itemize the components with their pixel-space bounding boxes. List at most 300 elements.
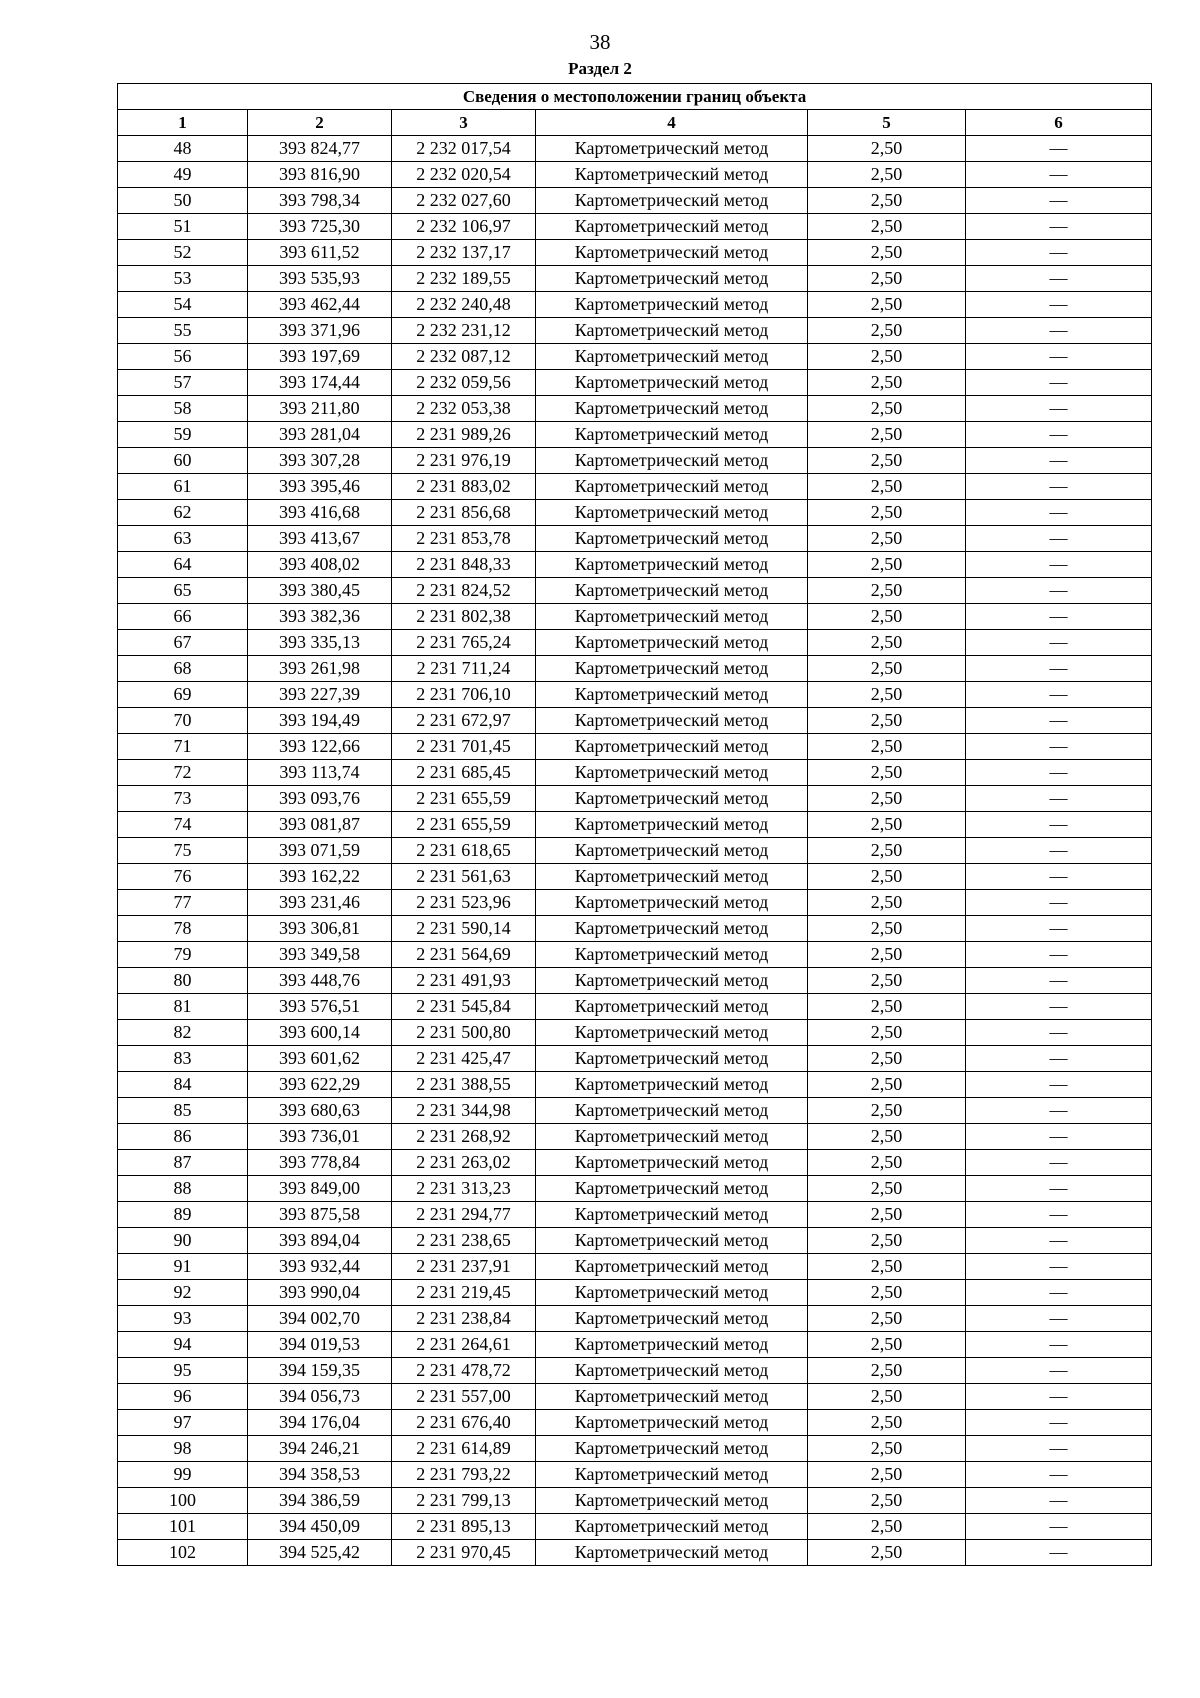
description-cell: —: [966, 1436, 1152, 1462]
y-coordinate-cell: 2 232 027,60: [392, 188, 536, 214]
description-cell: —: [966, 136, 1152, 162]
description-cell: —: [966, 1462, 1152, 1488]
accuracy-cell: 2,50: [808, 890, 966, 916]
point-number-cell: 92: [118, 1280, 248, 1306]
description-cell: —: [966, 188, 1152, 214]
point-number-cell: 63: [118, 526, 248, 552]
description-cell: —: [966, 630, 1152, 656]
y-coordinate-cell: 2 232 017,54: [392, 136, 536, 162]
point-number-cell: 86: [118, 1124, 248, 1150]
point-number-cell: 76: [118, 864, 248, 890]
method-cell: Картометрический метод: [536, 292, 808, 318]
y-coordinate-cell: 2 231 701,45: [392, 734, 536, 760]
accuracy-cell: 2,50: [808, 1202, 966, 1228]
point-number-cell: 85: [118, 1098, 248, 1124]
x-coordinate-cell: 393 081,87: [248, 812, 392, 838]
point-number-cell: 56: [118, 344, 248, 370]
x-coordinate-cell: 393 600,14: [248, 1020, 392, 1046]
point-number-cell: 101: [118, 1514, 248, 1540]
y-coordinate-cell: 2 231 263,02: [392, 1150, 536, 1176]
point-number-cell: 59: [118, 422, 248, 448]
description-cell: —: [966, 1306, 1152, 1332]
description-cell: —: [966, 968, 1152, 994]
accuracy-cell: 2,50: [808, 578, 966, 604]
x-coordinate-cell: 394 525,42: [248, 1540, 392, 1566]
table-row: [118, 812, 1152, 838]
method-cell: Картометрический метод: [536, 1410, 808, 1436]
table-row: [118, 136, 1152, 162]
y-coordinate-cell: 2 232 231,12: [392, 318, 536, 344]
y-coordinate-cell: 2 231 614,89: [392, 1436, 536, 1462]
y-coordinate-cell: 2 231 711,24: [392, 656, 536, 682]
table-row: [118, 448, 1152, 474]
y-coordinate-cell: 2 231 706,10: [392, 682, 536, 708]
x-coordinate-cell: 393 725,30: [248, 214, 392, 240]
method-cell: Картометрический метод: [536, 1098, 808, 1124]
point-number-cell: 82: [118, 1020, 248, 1046]
x-coordinate-cell: 393 071,59: [248, 838, 392, 864]
description-cell: —: [966, 1020, 1152, 1046]
point-number-cell: 58: [118, 396, 248, 422]
table-row: [118, 630, 1152, 656]
accuracy-cell: 2,50: [808, 1514, 966, 1540]
x-coordinate-cell: 394 176,04: [248, 1410, 392, 1436]
method-cell: Картометрический метод: [536, 1072, 808, 1098]
column-number: 3: [392, 110, 536, 136]
method-cell: Картометрический метод: [536, 1020, 808, 1046]
x-coordinate-cell: 394 246,21: [248, 1436, 392, 1462]
accuracy-cell: 2,50: [808, 1358, 966, 1384]
point-number-cell: 84: [118, 1072, 248, 1098]
y-coordinate-cell: 2 231 219,45: [392, 1280, 536, 1306]
x-coordinate-cell: 393 211,80: [248, 396, 392, 422]
x-coordinate-cell: 393 093,76: [248, 786, 392, 812]
accuracy-cell: 2,50: [808, 318, 966, 344]
x-coordinate-cell: 394 450,09: [248, 1514, 392, 1540]
description-cell: —: [966, 708, 1152, 734]
description-cell: —: [966, 292, 1152, 318]
y-coordinate-cell: 2 231 848,33: [392, 552, 536, 578]
point-number-cell: 93: [118, 1306, 248, 1332]
method-cell: Картометрический метод: [536, 240, 808, 266]
method-cell: Картометрический метод: [536, 708, 808, 734]
description-cell: —: [966, 942, 1152, 968]
accuracy-cell: 2,50: [808, 786, 966, 812]
accuracy-cell: 2,50: [808, 1046, 966, 1072]
accuracy-cell: 2,50: [808, 1072, 966, 1098]
y-coordinate-cell: 2 231 238,65: [392, 1228, 536, 1254]
method-cell: Картометрический метод: [536, 1306, 808, 1332]
point-number-cell: 89: [118, 1202, 248, 1228]
boundary-coordinates-table: [117, 83, 1152, 1566]
table-row: [118, 500, 1152, 526]
table-row: [118, 1410, 1152, 1436]
method-cell: Картометрический метод: [536, 1280, 808, 1306]
y-coordinate-cell: 2 231 388,55: [392, 1072, 536, 1098]
y-coordinate-cell: 2 231 895,13: [392, 1514, 536, 1540]
description-cell: —: [966, 1228, 1152, 1254]
point-number-cell: 81: [118, 994, 248, 1020]
y-coordinate-cell: 2 231 238,84: [392, 1306, 536, 1332]
table-row: [118, 292, 1152, 318]
x-coordinate-cell: 394 358,53: [248, 1462, 392, 1488]
table-body: [118, 136, 1152, 1566]
method-cell: Картометрический метод: [536, 1332, 808, 1358]
y-coordinate-cell: 2 231 970,45: [392, 1540, 536, 1566]
point-number-cell: 64: [118, 552, 248, 578]
point-number-cell: 99: [118, 1462, 248, 1488]
description-cell: —: [966, 240, 1152, 266]
point-number-cell: 100: [118, 1488, 248, 1514]
table-row: [118, 682, 1152, 708]
table-row: [118, 1228, 1152, 1254]
table-row: [118, 1280, 1152, 1306]
method-cell: Картометрический метод: [536, 760, 808, 786]
description-cell: —: [966, 1150, 1152, 1176]
table-row: [118, 1020, 1152, 1046]
y-coordinate-cell: 2 231 425,47: [392, 1046, 536, 1072]
point-number-cell: 87: [118, 1150, 248, 1176]
y-coordinate-cell: 2 231 989,26: [392, 422, 536, 448]
accuracy-cell: 2,50: [808, 1020, 966, 1046]
y-coordinate-cell: 2 231 883,02: [392, 474, 536, 500]
table-row: [118, 1202, 1152, 1228]
x-coordinate-cell: 393 576,51: [248, 994, 392, 1020]
x-coordinate-cell: 393 622,29: [248, 1072, 392, 1098]
table-row: [118, 162, 1152, 188]
x-coordinate-cell: 393 448,76: [248, 968, 392, 994]
accuracy-cell: 2,50: [808, 734, 966, 760]
description-cell: —: [966, 838, 1152, 864]
accuracy-cell: 2,50: [808, 1306, 966, 1332]
x-coordinate-cell: 393 306,81: [248, 916, 392, 942]
table-row: [118, 734, 1152, 760]
description-cell: —: [966, 1514, 1152, 1540]
point-number-cell: 69: [118, 682, 248, 708]
x-coordinate-cell: 393 680,63: [248, 1098, 392, 1124]
accuracy-cell: 2,50: [808, 1332, 966, 1358]
column-number: 4: [536, 110, 808, 136]
accuracy-cell: 2,50: [808, 422, 966, 448]
y-coordinate-cell: 2 231 655,59: [392, 812, 536, 838]
x-coordinate-cell: 393 932,44: [248, 1254, 392, 1280]
y-coordinate-cell: 2 232 053,38: [392, 396, 536, 422]
description-cell: —: [966, 1332, 1152, 1358]
table-row: [118, 578, 1152, 604]
x-coordinate-cell: 393 875,58: [248, 1202, 392, 1228]
accuracy-cell: 2,50: [808, 864, 966, 890]
description-cell: —: [966, 1384, 1152, 1410]
accuracy-cell: 2,50: [808, 1150, 966, 1176]
y-coordinate-cell: 2 232 087,12: [392, 344, 536, 370]
y-coordinate-cell: 2 231 685,45: [392, 760, 536, 786]
accuracy-cell: 2,50: [808, 630, 966, 656]
y-coordinate-cell: 2 231 765,24: [392, 630, 536, 656]
y-coordinate-cell: 2 231 344,98: [392, 1098, 536, 1124]
description-cell: —: [966, 214, 1152, 240]
y-coordinate-cell: 2 231 564,69: [392, 942, 536, 968]
table-row: [118, 1306, 1152, 1332]
y-coordinate-cell: 2 231 557,00: [392, 1384, 536, 1410]
table-row: [118, 1514, 1152, 1540]
accuracy-cell: 2,50: [808, 448, 966, 474]
table-row: [118, 1046, 1152, 1072]
method-cell: Картометрический метод: [536, 994, 808, 1020]
method-cell: Картометрический метод: [536, 1358, 808, 1384]
point-number-cell: 60: [118, 448, 248, 474]
table-row: [118, 1124, 1152, 1150]
method-cell: Картометрический метод: [536, 448, 808, 474]
point-number-cell: 50: [118, 188, 248, 214]
method-cell: Картометрический метод: [536, 1228, 808, 1254]
table-row: [118, 1384, 1152, 1410]
method-cell: Картометрический метод: [536, 370, 808, 396]
point-number-cell: 54: [118, 292, 248, 318]
x-coordinate-cell: 393 194,49: [248, 708, 392, 734]
y-coordinate-cell: 2 231 793,22: [392, 1462, 536, 1488]
method-cell: Картометрический метод: [536, 734, 808, 760]
accuracy-cell: 2,50: [808, 500, 966, 526]
description-cell: —: [966, 552, 1152, 578]
description-cell: —: [966, 734, 1152, 760]
description-cell: —: [966, 1410, 1152, 1436]
table-row: [118, 1072, 1152, 1098]
table-row: [118, 396, 1152, 422]
x-coordinate-cell: 393 122,66: [248, 734, 392, 760]
table-row: [118, 994, 1152, 1020]
x-coordinate-cell: 393 395,46: [248, 474, 392, 500]
column-number: 2: [248, 110, 392, 136]
accuracy-cell: 2,50: [808, 604, 966, 630]
y-coordinate-cell: 2 232 020,54: [392, 162, 536, 188]
method-cell: Картометрический метод: [536, 474, 808, 500]
x-coordinate-cell: 393 990,04: [248, 1280, 392, 1306]
y-coordinate-cell: 2 231 676,40: [392, 1410, 536, 1436]
point-number-cell: 49: [118, 162, 248, 188]
x-coordinate-cell: 393 174,44: [248, 370, 392, 396]
section-title: Раздел 2: [568, 59, 632, 78]
description-cell: —: [966, 1202, 1152, 1228]
y-coordinate-cell: 2 231 294,77: [392, 1202, 536, 1228]
accuracy-cell: 2,50: [808, 1410, 966, 1436]
method-cell: Картометрический метод: [536, 1436, 808, 1462]
y-coordinate-cell: 2 231 655,59: [392, 786, 536, 812]
table-caption-row: [118, 84, 1152, 110]
method-cell: Картометрический метод: [536, 162, 808, 188]
point-number-cell: 67: [118, 630, 248, 656]
y-coordinate-cell: 2 231 268,92: [392, 1124, 536, 1150]
method-cell: Картометрический метод: [536, 682, 808, 708]
y-coordinate-cell: 2 232 189,55: [392, 266, 536, 292]
description-cell: —: [966, 526, 1152, 552]
x-coordinate-cell: 393 413,67: [248, 526, 392, 552]
method-cell: Картометрический метод: [536, 916, 808, 942]
accuracy-cell: 2,50: [808, 1254, 966, 1280]
point-number-cell: 83: [118, 1046, 248, 1072]
table-row: [118, 864, 1152, 890]
method-cell: Картометрический метод: [536, 838, 808, 864]
point-number-cell: 55: [118, 318, 248, 344]
x-coordinate-cell: 394 386,59: [248, 1488, 392, 1514]
x-coordinate-cell: 393 798,34: [248, 188, 392, 214]
method-cell: Картометрический метод: [536, 1462, 808, 1488]
x-coordinate-cell: 393 816,90: [248, 162, 392, 188]
point-number-cell: 79: [118, 942, 248, 968]
x-coordinate-cell: 393 380,45: [248, 578, 392, 604]
accuracy-cell: 2,50: [808, 292, 966, 318]
description-cell: —: [966, 1358, 1152, 1384]
accuracy-cell: 2,50: [808, 188, 966, 214]
table-row: [118, 370, 1152, 396]
x-coordinate-cell: 393 382,36: [248, 604, 392, 630]
method-cell: Картометрический метод: [536, 136, 808, 162]
accuracy-cell: 2,50: [808, 1436, 966, 1462]
accuracy-cell: 2,50: [808, 942, 966, 968]
method-cell: Картометрический метод: [536, 1046, 808, 1072]
point-number-cell: 57: [118, 370, 248, 396]
method-cell: Картометрический метод: [536, 1488, 808, 1514]
point-number-cell: 65: [118, 578, 248, 604]
y-coordinate-cell: 2 231 561,63: [392, 864, 536, 890]
table-row: [118, 552, 1152, 578]
x-coordinate-cell: 393 824,77: [248, 136, 392, 162]
accuracy-cell: 2,50: [808, 838, 966, 864]
accuracy-cell: 2,50: [808, 214, 966, 240]
y-coordinate-cell: 2 231 799,13: [392, 1488, 536, 1514]
x-coordinate-cell: 393 335,13: [248, 630, 392, 656]
table-row: [118, 344, 1152, 370]
accuracy-cell: 2,50: [808, 1124, 966, 1150]
method-cell: Картометрический метод: [536, 1514, 808, 1540]
table-row: [118, 1098, 1152, 1124]
method-cell: Картометрический метод: [536, 526, 808, 552]
column-number-row: [118, 110, 1152, 136]
y-coordinate-cell: 2 231 313,23: [392, 1176, 536, 1202]
point-number-cell: 68: [118, 656, 248, 682]
method-cell: Картометрический метод: [536, 1150, 808, 1176]
table-row: [118, 1488, 1152, 1514]
x-coordinate-cell: 393 261,98: [248, 656, 392, 682]
x-coordinate-cell: 393 371,96: [248, 318, 392, 344]
table-row: [118, 318, 1152, 344]
method-cell: Картометрический метод: [536, 344, 808, 370]
description-cell: —: [966, 396, 1152, 422]
x-coordinate-cell: 393 894,04: [248, 1228, 392, 1254]
point-number-cell: 97: [118, 1410, 248, 1436]
y-coordinate-cell: 2 231 976,19: [392, 448, 536, 474]
x-coordinate-cell: 393 281,04: [248, 422, 392, 448]
x-coordinate-cell: 393 778,84: [248, 1150, 392, 1176]
x-coordinate-cell: 393 349,58: [248, 942, 392, 968]
table-row: [118, 942, 1152, 968]
description-cell: —: [966, 994, 1152, 1020]
column-number: 5: [808, 110, 966, 136]
method-cell: Картометрический метод: [536, 656, 808, 682]
table-row: [118, 604, 1152, 630]
point-number-cell: 102: [118, 1540, 248, 1566]
table-row: [118, 1254, 1152, 1280]
point-number-cell: 91: [118, 1254, 248, 1280]
x-coordinate-cell: 394 002,70: [248, 1306, 392, 1332]
accuracy-cell: 2,50: [808, 162, 966, 188]
x-coordinate-cell: 393 601,62: [248, 1046, 392, 1072]
point-number-cell: 88: [118, 1176, 248, 1202]
point-number-cell: 96: [118, 1384, 248, 1410]
method-cell: Картометрический метод: [536, 812, 808, 838]
x-coordinate-cell: 393 197,69: [248, 344, 392, 370]
point-number-cell: 90: [118, 1228, 248, 1254]
point-number-cell: 51: [118, 214, 248, 240]
y-coordinate-cell: 2 232 059,56: [392, 370, 536, 396]
description-cell: —: [966, 604, 1152, 630]
y-coordinate-cell: 2 231 802,38: [392, 604, 536, 630]
point-number-cell: 48: [118, 136, 248, 162]
method-cell: Картометрический метод: [536, 1254, 808, 1280]
accuracy-cell: 2,50: [808, 994, 966, 1020]
method-cell: Картометрический метод: [536, 604, 808, 630]
method-cell: Картометрический метод: [536, 500, 808, 526]
y-coordinate-cell: 2 232 137,17: [392, 240, 536, 266]
y-coordinate-cell: 2 231 491,93: [392, 968, 536, 994]
x-coordinate-cell: 394 056,73: [248, 1384, 392, 1410]
description-cell: —: [966, 162, 1152, 188]
accuracy-cell: 2,50: [808, 1176, 966, 1202]
y-coordinate-cell: 2 232 106,97: [392, 214, 536, 240]
y-coordinate-cell: 2 232 240,48: [392, 292, 536, 318]
point-number-cell: 70: [118, 708, 248, 734]
description-cell: —: [966, 318, 1152, 344]
table-row: [118, 708, 1152, 734]
description-cell: —: [966, 786, 1152, 812]
accuracy-cell: 2,50: [808, 968, 966, 994]
point-number-cell: 73: [118, 786, 248, 812]
method-cell: Картометрический метод: [536, 968, 808, 994]
accuracy-cell: 2,50: [808, 682, 966, 708]
description-cell: —: [966, 1540, 1152, 1566]
column-number: 6: [966, 110, 1152, 136]
accuracy-cell: 2,50: [808, 370, 966, 396]
table-row: [118, 1540, 1152, 1566]
accuracy-cell: 2,50: [808, 474, 966, 500]
method-cell: Картометрический метод: [536, 578, 808, 604]
description-cell: —: [966, 578, 1152, 604]
y-coordinate-cell: 2 231 824,52: [392, 578, 536, 604]
x-coordinate-cell: 393 162,22: [248, 864, 392, 890]
point-number-cell: 74: [118, 812, 248, 838]
x-coordinate-cell: 393 736,01: [248, 1124, 392, 1150]
table-row: [118, 422, 1152, 448]
y-coordinate-cell: 2 231 590,14: [392, 916, 536, 942]
table-row: [118, 838, 1152, 864]
table-row: [118, 526, 1152, 552]
point-number-cell: 80: [118, 968, 248, 994]
accuracy-cell: 2,50: [808, 1098, 966, 1124]
x-coordinate-cell: 393 416,68: [248, 500, 392, 526]
y-coordinate-cell: 2 231 618,65: [392, 838, 536, 864]
y-coordinate-cell: 2 231 264,61: [392, 1332, 536, 1358]
method-cell: Картометрический метод: [536, 890, 808, 916]
description-cell: —: [966, 1488, 1152, 1514]
description-cell: —: [966, 1176, 1152, 1202]
accuracy-cell: 2,50: [808, 344, 966, 370]
description-cell: —: [966, 1254, 1152, 1280]
method-cell: Картометрический метод: [536, 942, 808, 968]
description-cell: —: [966, 916, 1152, 942]
description-cell: —: [966, 1124, 1152, 1150]
description-cell: —: [966, 656, 1152, 682]
table-row: [118, 1436, 1152, 1462]
method-cell: Картометрический метод: [536, 214, 808, 240]
